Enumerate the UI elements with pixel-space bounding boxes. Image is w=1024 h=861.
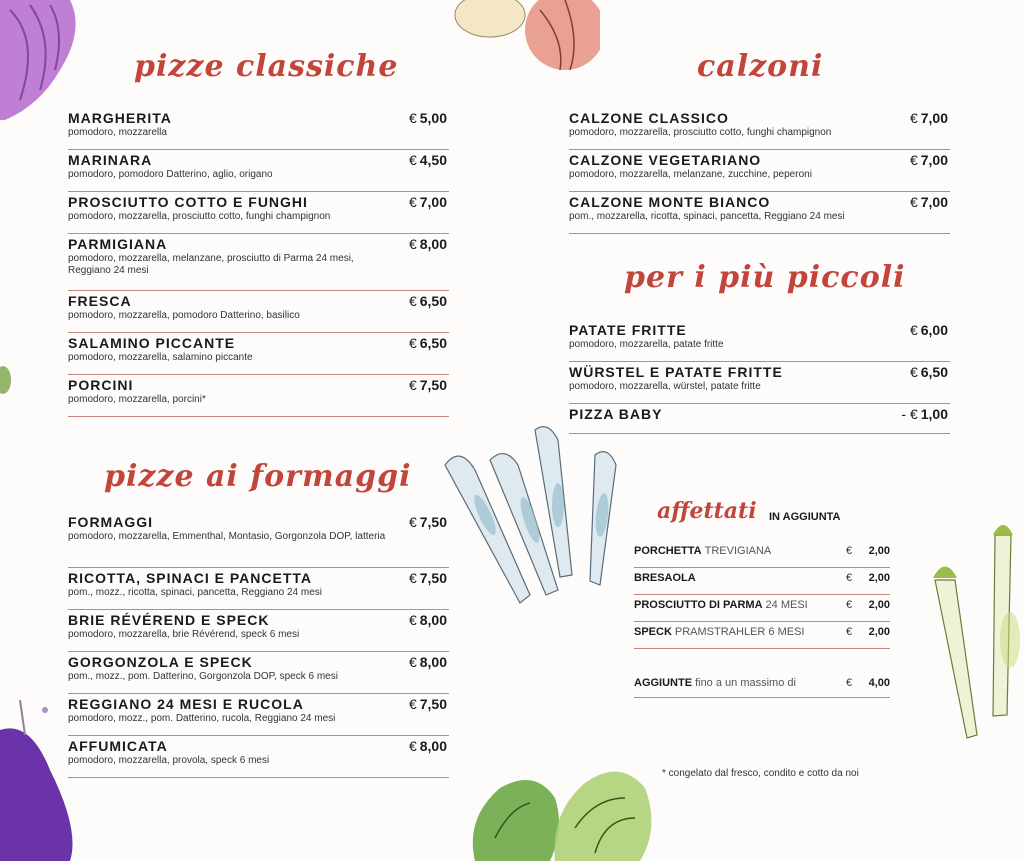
menu-item <box>68 291 449 333</box>
item-name: SALAMINO PICCANTE <box>68 335 236 351</box>
affettati-item-name: PORCHETTA <box>634 545 702 557</box>
menu-item <box>68 568 449 610</box>
price-value: 7,00 <box>920 194 948 210</box>
menu-item <box>68 652 449 694</box>
price-value: 8,00 <box>419 612 447 628</box>
item-price <box>409 110 447 127</box>
currency-symbol: € <box>408 293 417 309</box>
aggiunte-currency: € <box>846 677 853 689</box>
menu-item <box>68 694 449 736</box>
currency-symbol: € <box>408 514 417 530</box>
footnote: * congelato dal fresco, condito e cotto da noi <box>662 768 859 779</box>
section-title-pizze-classiche: pizze classiche <box>134 49 399 84</box>
price-value: 7,50 <box>419 514 447 530</box>
onion-illustration <box>450 0 600 80</box>
item-description: pomodoro, mozzarella, melanzane, prosciutto di Parma 24 mesi, Reggiano 24 mesi <box>68 253 354 276</box>
item-name: PROSCIUTTO COTTO E FUNGHI <box>68 194 308 210</box>
menu-item <box>68 333 449 375</box>
price-value: 4,50 <box>419 152 447 168</box>
aggiunte-price: 4,00 <box>868 677 890 689</box>
item-price <box>409 152 447 169</box>
item-price <box>910 110 948 127</box>
menu-item <box>569 150 950 192</box>
item-description: pomodoro, mozzarella, salamino piccante <box>68 352 253 363</box>
item-price <box>409 335 447 352</box>
currency-symbol: € <box>408 696 417 712</box>
item-description: pom., mozzarella, ricotta, spinaci, pancetta, Reggiano 24 mesi <box>569 211 845 222</box>
item-name: FORMAGGI <box>68 514 153 530</box>
currency-symbol: € <box>909 364 918 380</box>
currency-symbol: € <box>846 572 853 584</box>
aggiunte-extra: fino a un massimo di <box>695 677 796 689</box>
item-name: PATATE FRITTE <box>569 322 687 338</box>
menu-item <box>68 375 449 417</box>
price-value: 8,00 <box>419 236 447 252</box>
item-price <box>910 322 948 339</box>
item-description: pomodoro, mozzarella, brie Révérend, speck 6 mesi <box>68 629 300 640</box>
item-price <box>910 364 948 381</box>
currency-symbol: € <box>909 152 918 168</box>
menu-item <box>569 362 950 404</box>
item-description: pom., mozz., ricotta, spinaci, pancetta, Reggiano 24 mesi <box>68 587 323 598</box>
price-value: 6,50 <box>920 364 948 380</box>
item-description: pomodoro, mozzarella, Emmenthal, Montasio, Gorgonzola DOP, latteria <box>68 531 386 542</box>
item-name: RICOTTA, SPINACI E PANCETTA <box>68 570 312 586</box>
currency-symbol: € <box>408 377 417 393</box>
item-name: GORGONZOLA E SPECK <box>68 654 253 670</box>
affettati-item-price: 2,00 <box>868 599 890 611</box>
item-name: WÜRSTEL E PATATE FRITTE <box>569 364 783 380</box>
price-value: 7,00 <box>920 152 948 168</box>
currency-symbol: € <box>408 612 417 628</box>
section-title-pizze-ai-formaggi: pizze ai formaggi <box>104 459 412 494</box>
currency-symbol: € <box>408 738 417 754</box>
aggiunte-row <box>634 677 890 698</box>
affettati-item-price: 2,00 <box>868 626 890 638</box>
price-value: 1,00 <box>920 406 948 422</box>
item-name: CALZONE CLASSICO <box>569 110 729 126</box>
menu-item <box>569 404 950 434</box>
currency-symbol: € <box>846 626 853 638</box>
currency-symbol: € <box>846 545 853 557</box>
price-value: 7,00 <box>419 194 447 210</box>
menu-item <box>68 234 449 291</box>
section-title-affettati: affettati <box>657 498 757 524</box>
menu-list-per-i-piu-piccoli <box>569 320 950 434</box>
currency-symbol: € <box>408 110 417 126</box>
menu-list-pizze-classiche <box>68 108 449 417</box>
affettati-item-price: 2,00 <box>868 545 890 557</box>
currency-symbol: € <box>846 599 853 611</box>
price-value: 7,00 <box>920 110 948 126</box>
currency-symbol: € <box>408 236 417 252</box>
item-description: pomodoro, mozzarella, porcini* <box>68 394 206 405</box>
price-value: 5,00 <box>419 110 447 126</box>
currency-symbol: - € <box>901 406 918 422</box>
item-name: BRIE RÉVÉREND E SPECK <box>68 612 270 628</box>
affettati-item <box>634 568 890 595</box>
item-name: REGGIANO 24 MESI E RUCOLA <box>68 696 304 712</box>
affettati-item-name: PROSCIUTTO DI PARMA <box>634 599 763 611</box>
menu-item <box>68 192 449 234</box>
item-name: PORCINI <box>68 377 134 393</box>
price-value: 6,00 <box>920 322 948 338</box>
item-description: pomodoro, mozzarella, prosciutto cotto, funghi champignon <box>569 127 832 138</box>
item-description: pomodoro, mozzarella, melanzane, zucchine, peperoni <box>569 169 812 180</box>
item-price <box>910 152 948 169</box>
item-price <box>409 377 447 394</box>
affettati-item-extra: 24 MESI <box>765 599 808 611</box>
item-name: PARMIGIANA <box>68 236 168 252</box>
item-description: pomodoro, mozzarella, würstel, patate fritte <box>569 381 761 392</box>
item-price <box>409 293 447 310</box>
affettati-item <box>634 595 890 622</box>
asparagus-illustration <box>925 520 1024 745</box>
item-name: PIZZA BABY <box>569 406 663 422</box>
affettati-item-name: SPECK <box>634 626 672 638</box>
item-description: pomodoro, mozzarella, provola, speck 6 mesi <box>68 755 270 766</box>
currency-symbol: € <box>909 322 918 338</box>
item-price <box>409 194 447 211</box>
item-price <box>409 236 447 253</box>
menu-item <box>68 610 449 652</box>
affettati-item-name: BRESAOLA <box>634 572 696 584</box>
item-name: CALZONE VEGETARIANO <box>569 152 762 168</box>
item-price <box>409 654 447 671</box>
green-leaf-illustration <box>0 360 14 400</box>
item-name: CALZONE MONTE BIANCO <box>569 194 771 210</box>
menu-item <box>569 320 950 362</box>
price-value: 6,50 <box>419 335 447 351</box>
section-title-per-i-piu-piccoli: per i più piccoli <box>624 260 906 295</box>
currency-symbol: € <box>408 570 417 586</box>
affettati-subtitle: IN AGGIUNTA <box>769 511 841 523</box>
item-price <box>409 612 447 629</box>
item-price <box>409 738 447 755</box>
currency-symbol: € <box>909 110 918 126</box>
affettati-item-extra: TREVIGIANA <box>704 545 772 557</box>
menu-list-pizze-ai-formaggi <box>68 512 449 778</box>
menu-item <box>68 512 449 568</box>
price-value: 7,50 <box>419 377 447 393</box>
menu-item <box>68 736 449 778</box>
section-title-calzoni: calzoni <box>697 49 824 84</box>
aggiunte-name: AGGIUNTE <box>634 677 693 689</box>
item-description: pomodoro, mozz., pom. Datterino, rucola, Reggiano 24 mesi <box>68 713 336 724</box>
item-description: pomodoro, pomodoro Datterino, aglio, origano <box>68 169 273 180</box>
item-price <box>409 696 447 713</box>
price-value: 8,00 <box>419 738 447 754</box>
item-description: pom., mozz., pom. Datterino, Gorgonzola DOP, speck 6 mesi <box>68 671 338 682</box>
affettati-item <box>634 541 890 568</box>
currency-symbol: € <box>408 335 417 351</box>
item-price <box>409 514 447 531</box>
red-onion-illustration <box>0 0 90 125</box>
item-price <box>901 406 948 423</box>
item-name: AFFUMICATA <box>68 738 168 754</box>
item-name: MARINARA <box>68 152 153 168</box>
currency-symbol: € <box>909 194 918 210</box>
price-value: 7,50 <box>419 570 447 586</box>
menu-item <box>68 108 449 150</box>
item-description: pomodoro, mozzarella <box>68 127 167 138</box>
price-value: 8,00 <box>419 654 447 670</box>
affettati-item-price: 2,00 <box>868 572 890 584</box>
menu-item <box>68 150 449 192</box>
artichoke-illustration <box>455 758 660 861</box>
affettati-item <box>634 622 890 649</box>
currency-symbol: € <box>408 654 417 670</box>
price-value: 7,50 <box>419 696 447 712</box>
menu-item <box>569 108 950 150</box>
fish-illustration <box>440 425 630 620</box>
affettati-item-extra: PRAMSTRAHLER 6 MESI <box>674 626 805 638</box>
item-price <box>409 570 447 587</box>
item-description: pomodoro, mozzarella, pomodoro Datterino, basilico <box>68 310 300 321</box>
menu-item <box>569 192 950 234</box>
currency-symbol: € <box>408 194 417 210</box>
item-description: pomodoro, mozzarella, prosciutto cotto, funghi champignon <box>68 211 331 222</box>
item-name: FRESCA <box>68 293 132 309</box>
price-value: 6,50 <box>419 293 447 309</box>
currency-symbol: € <box>408 152 417 168</box>
affettati-list <box>634 541 890 649</box>
item-name: MARGHERITA <box>68 110 172 126</box>
menu-list-calzoni <box>569 108 950 234</box>
item-description: pomodoro, mozzarella, patate fritte <box>569 339 724 350</box>
item-price <box>910 194 948 211</box>
